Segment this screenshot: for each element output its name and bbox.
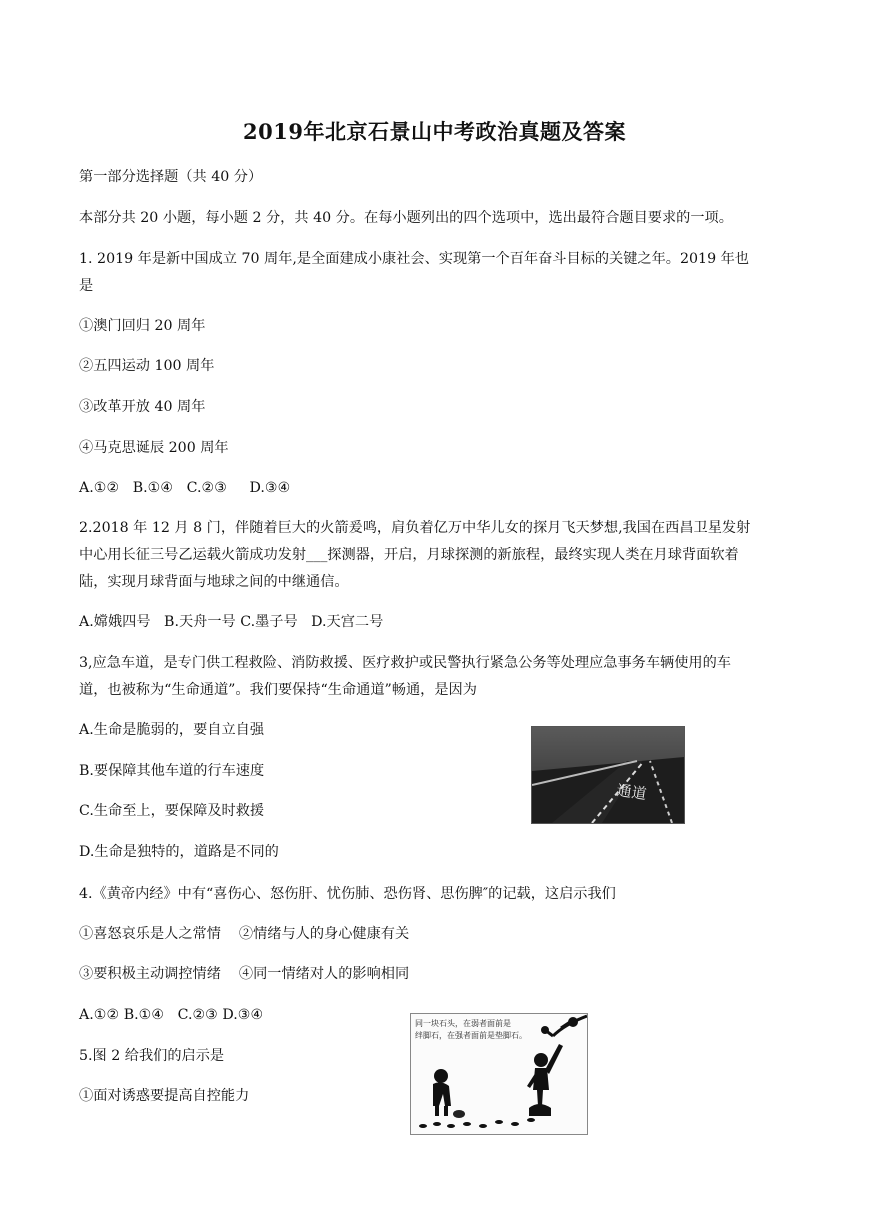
q3-line-1: 3,应急车道，是专门供工程救险、消防救援、医疗救护或民警执行紧急公务等处理应急事务车辆使用的车 bbox=[79, 655, 731, 671]
q4-options: A.①② B.①④ C.②③ D.③④ bbox=[79, 1007, 264, 1023]
figure-caption-line-1: 同一块石头，在弱者面前是 bbox=[415, 1019, 511, 1028]
q1-item-3: ③改革开放 40 周年 bbox=[79, 399, 206, 415]
q1-options: A.①② B.①④ C.②③ D.③④ bbox=[79, 480, 291, 496]
section-header: 第一部分选择题（共 40 分） bbox=[79, 169, 263, 185]
q4-items-line-2: ③要积极主动调控情绪 ④同一情绪对人的影响相同 bbox=[79, 966, 410, 982]
instructions: 本部分共 20 小题，每小题 2 分，共 40 分。在每小题列出的四个选项中，选出最符合题目要求的一项。 bbox=[79, 210, 733, 226]
road-marking-text: 通道 bbox=[615, 781, 648, 804]
q3-option-c: C.生命至上，要保障及时救援 bbox=[79, 803, 265, 819]
q2-line-2: 中心用长征三号乙运载火箭成功发射___探测器，开启，月球探测的新旅程，最终实现人类在月球背面软着 bbox=[79, 547, 739, 563]
cartoon-illustration bbox=[411, 1014, 587, 1134]
stone-cartoon-figure bbox=[410, 1013, 588, 1135]
q3-option-d: D.生命是独特的，道路是不同的 bbox=[79, 844, 279, 860]
q4-stem: 4.《黄帝内经》中有“喜伤心、怒伤肝、忧伤肺、恐伤肾、思伤脾″的记载，这启示我们 bbox=[79, 886, 616, 902]
q3-option-b: B.要保障其他车道的行车速度 bbox=[79, 763, 265, 779]
emergency-lane-illustration bbox=[532, 727, 684, 823]
figure-caption-line-2: 绊脚石，在强者面前是垫脚石。 bbox=[415, 1031, 527, 1040]
q1-item-2: ②五四运动 100 周年 bbox=[79, 358, 215, 374]
q1-item-4: ④马克思诞辰 200 周年 bbox=[79, 440, 229, 456]
q2-options: A.嫦娥四号 B.天舟一号 C.墨子号 D.天宫二号 bbox=[79, 614, 384, 630]
q5-item-1: ①面对诱惑要提高自控能力 bbox=[79, 1088, 250, 1104]
q2-line-1: 2.2018 年 12 月 8 门，伴随着巨大的火箭爰鸣，肩负着亿万中华儿女的探月飞天梦想,我国在西昌卫星发射 bbox=[79, 520, 751, 536]
q3-line-2: 道，也被称为“生命通道”。我们要保持“生命通道”畅通，是因为 bbox=[79, 682, 477, 698]
q3-option-a: A.生命是脆弱的，要自立自强 bbox=[79, 722, 265, 738]
q1-item-1: ①澳门回归 20 周年 bbox=[79, 318, 206, 334]
page-title: 2019年北京石景山中考政治真题及答案 bbox=[243, 119, 626, 144]
emergency-lane-photo bbox=[531, 726, 685, 824]
q1-stem-line-1: 1. 2019 年是新中国成立 70 周年,是全面建成小康社会、实现第一个百年奋斗目标的关键之年。2019 年也 bbox=[79, 251, 749, 267]
q2-line-3: 陆，实现月球背面与地球之间的中继通信。 bbox=[79, 574, 349, 590]
q1-stem-line-2: 是 bbox=[79, 278, 94, 294]
q4-items-line-1: ①喜怒哀乐是人之常情 ②情绪与人的身心健康有关 bbox=[79, 926, 410, 942]
q5-stem: 5.图 2 给我们的启示是 bbox=[79, 1048, 225, 1064]
